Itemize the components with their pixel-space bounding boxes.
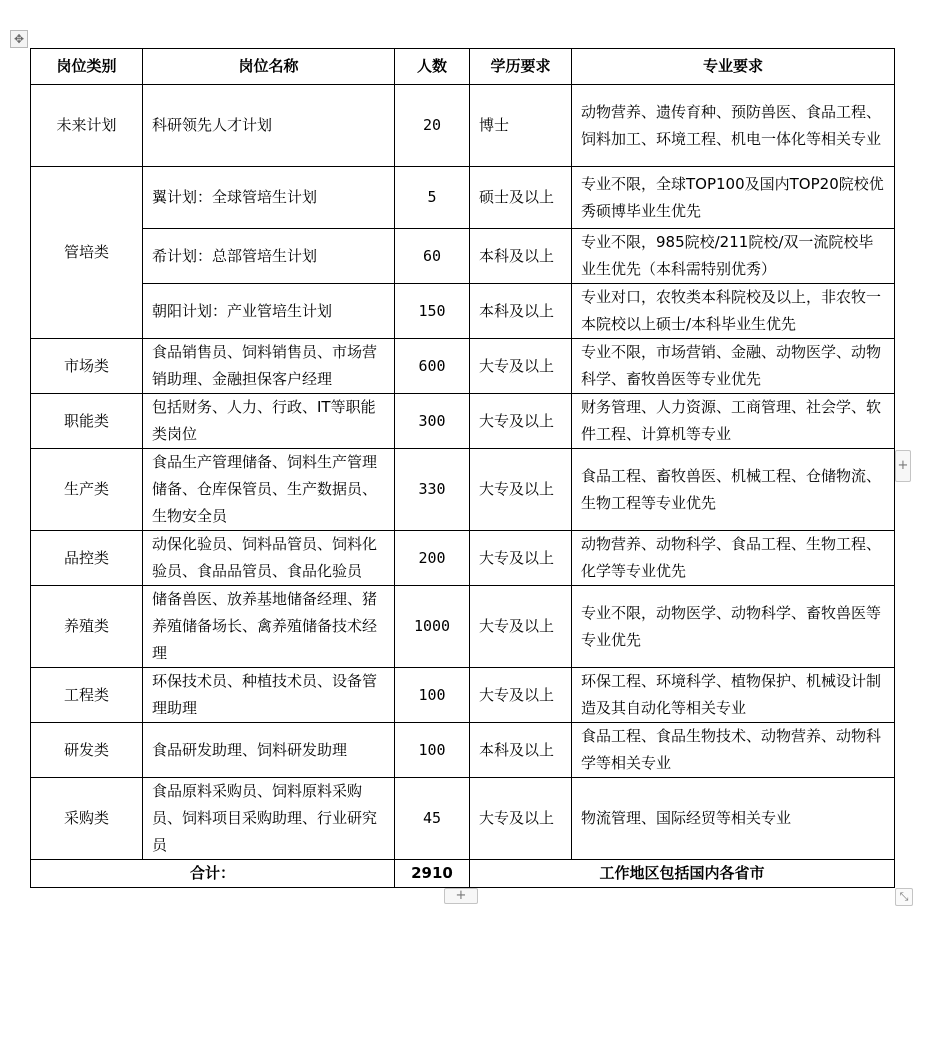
table-row [31,586,895,668]
category-cell: 工程类 [31,668,143,723]
category-cell: 职能类 [31,394,143,449]
count-cell: 330 [395,449,470,531]
position-cell: 储备兽医、放养基地储备经理、猪养殖储备场长、禽养殖储备技术经理 [143,586,395,668]
table-row [31,723,895,778]
count-cell: 45 [395,778,470,860]
table-row [31,778,895,860]
education-cell: 大专及以上 [470,449,572,531]
table-row [31,449,895,531]
count-cell: 300 [395,394,470,449]
education-cell: 本科及以上 [470,229,572,284]
major-cell: 专业对口，农牧类本科院校及以上，非农牧一本院校以上硕士/本科毕业生优先 [572,284,895,339]
major-cell: 环保工程、环境科学、植物保护、机械设计制造及其自动化等相关专业 [572,668,895,723]
add-column-button[interactable]: + [895,450,911,482]
category-cell: 生产类 [31,449,143,531]
category-cell: 市场类 [31,339,143,394]
count-cell: 100 [395,723,470,778]
position-cell: 食品生产管理储备、饲料生产管理储备、仓库保管员、生产数据员、生物安全员 [143,449,395,531]
education-cell: 大专及以上 [470,394,572,449]
education-cell: 大专及以上 [470,531,572,586]
work-location-note: 工作地区包括国内各省市 [470,860,895,888]
position-cell: 科研领先人才计划 [143,85,395,167]
table-row [31,167,895,229]
major-cell: 专业不限，动物医学、动物科学、畜牧兽医等专业优先 [572,586,895,668]
count-cell: 1000 [395,586,470,668]
position-cell: 食品研发助理、饲料研发助理 [143,723,395,778]
count-cell: 150 [395,284,470,339]
header-education: 学历要求 [470,49,572,85]
education-cell: 本科及以上 [470,723,572,778]
count-cell: 600 [395,339,470,394]
table-resize-icon[interactable]: ⤡ [895,888,913,906]
table-row [31,394,895,449]
header-position: 岗位名称 [143,49,395,85]
education-cell: 大专及以上 [470,339,572,394]
education-cell: 大专及以上 [470,586,572,668]
category-cell: 品控类 [31,531,143,586]
table-header-row [31,49,895,85]
count-cell: 200 [395,531,470,586]
total-count: 2910 [395,860,470,888]
position-cell: 希计划：总部管培生计划 [143,229,395,284]
education-cell: 硕士及以上 [470,167,572,229]
position-cell: 食品销售员、饲料销售员、市场营销助理、金融担保客户经理 [143,339,395,394]
position-cell: 朝阳计划：产业管培生计划 [143,284,395,339]
major-cell: 动物营养、动物科学、食品工程、生物工程、化学等专业优先 [572,531,895,586]
table-row [31,284,895,339]
category-cell: 研发类 [31,723,143,778]
table-row [31,531,895,586]
major-cell: 动物营养、遗传育种、预防兽医、食品工程、饲料加工、环境工程、机电一体化等相关专业 [572,85,895,167]
count-cell: 5 [395,167,470,229]
header-major: 专业要求 [572,49,895,85]
category-cell: 管培类 [31,167,143,339]
major-cell: 专业不限，市场营销、金融、动物医学、动物科学、畜牧兽医等专业优先 [572,339,895,394]
count-cell: 60 [395,229,470,284]
position-cell: 动保化验员、饲料品管员、饲料化验员、食品品管员、食品化验员 [143,531,395,586]
position-cell: 环保技术员、种植技术员、设备管理助理 [143,668,395,723]
major-cell: 食品工程、食品生物技术、动物营养、动物科学等相关专业 [572,723,895,778]
count-cell: 100 [395,668,470,723]
header-category: 岗位类别 [31,49,143,85]
major-cell: 物流管理、国际经贸等相关专业 [572,778,895,860]
education-cell: 本科及以上 [470,284,572,339]
table-row [31,229,895,284]
position-cell: 翼计划：全球管培生计划 [143,167,395,229]
table-total-row [31,860,895,888]
add-row-button[interactable]: + [444,888,478,904]
total-label: 合计： [31,860,395,888]
count-cell: 20 [395,85,470,167]
major-cell: 食品工程、畜牧兽医、机械工程、仓储物流、生物工程等专业优先 [572,449,895,531]
table-row [31,85,895,167]
major-cell: 专业不限，全球TOP100及国内TOP20院校优秀硕博毕业生优先 [572,167,895,229]
education-cell: 大专及以上 [470,778,572,860]
category-cell: 未来计划 [31,85,143,167]
table-move-icon[interactable]: ✥ [10,30,28,48]
position-cell: 食品原料采购员、饲料原料采购员、饲料项目采购助理、行业研究员 [143,778,395,860]
recruitment-table [30,48,895,888]
header-count: 人数 [395,49,470,85]
education-cell: 大专及以上 [470,668,572,723]
major-cell: 财务管理、人力资源、工商管理、社会学、软件工程、计算机等专业 [572,394,895,449]
category-cell: 采购类 [31,778,143,860]
category-cell: 养殖类 [31,586,143,668]
major-cell: 专业不限，985院校/211院校/双一流院校毕业生优先（本科需特别优秀） [572,229,895,284]
table-row [31,339,895,394]
education-cell: 博士 [470,85,572,167]
position-cell: 包括财务、人力、行政、IT等职能类岗位 [143,394,395,449]
table-row [31,668,895,723]
